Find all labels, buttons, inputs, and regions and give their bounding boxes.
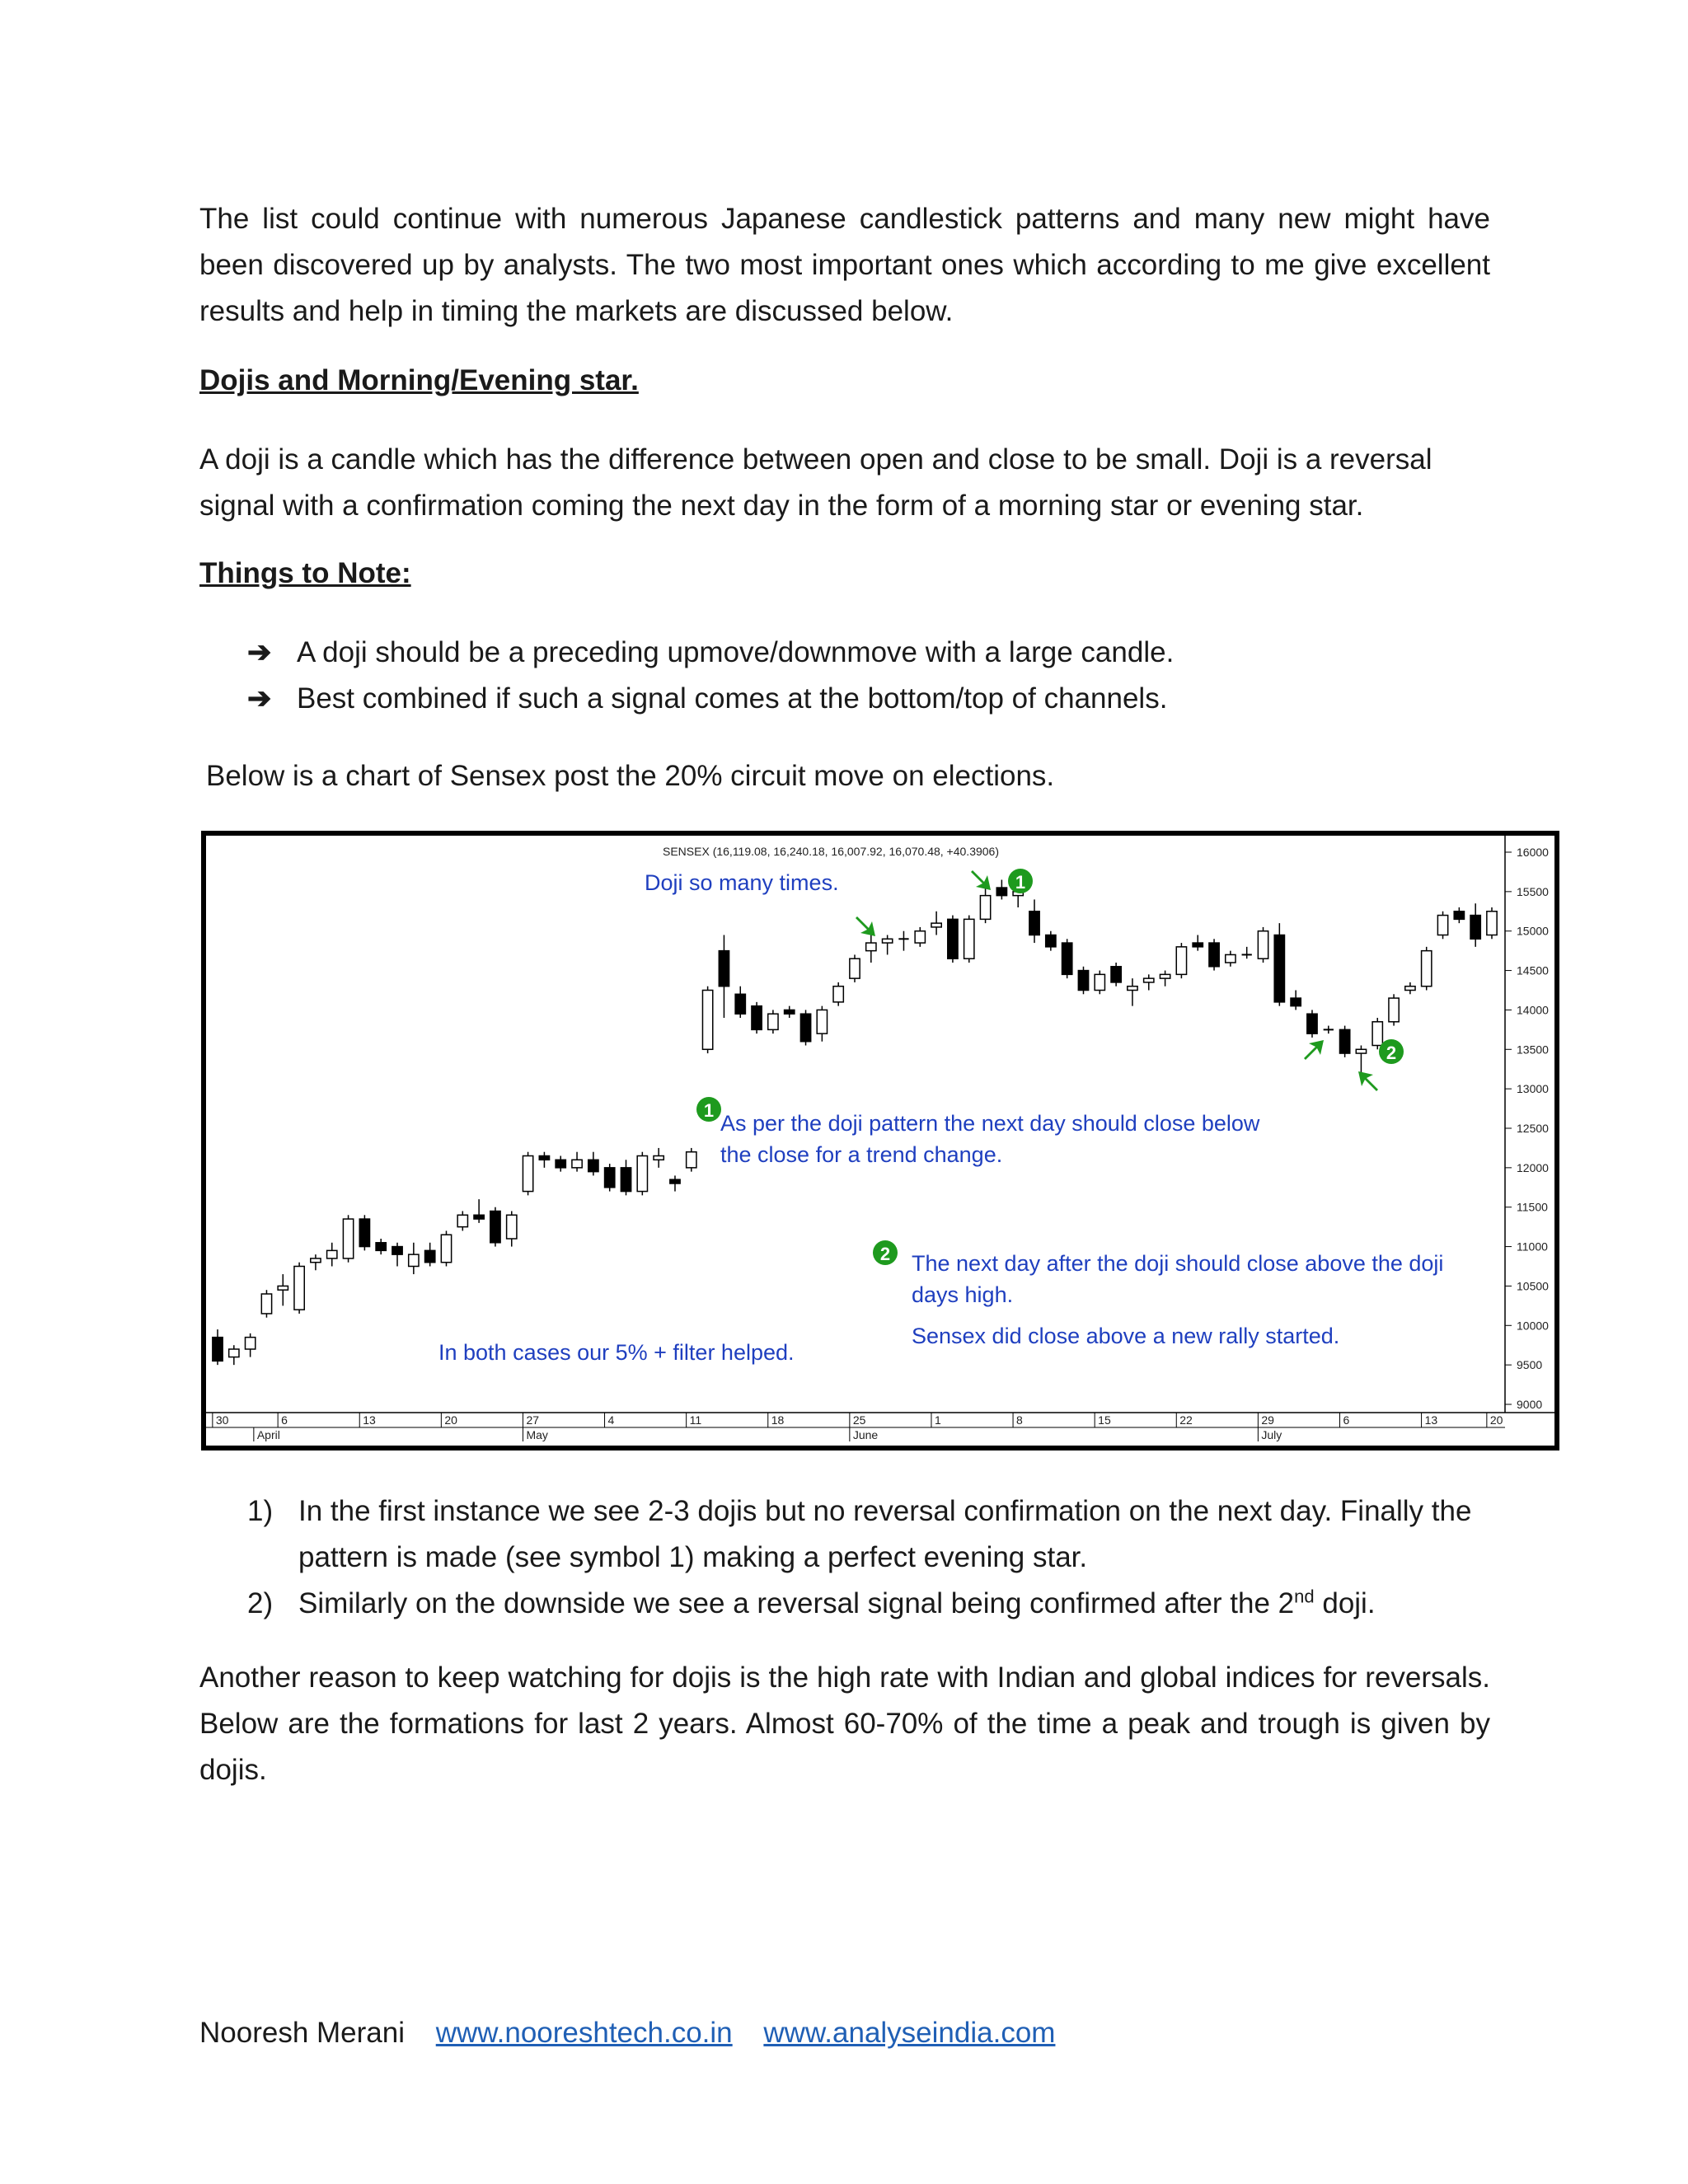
marker-2-chart-label: 2: [1386, 1043, 1397, 1063]
y-tick-label: 9500: [1517, 1358, 1543, 1372]
candle: [1356, 1046, 1366, 1074]
candle: [409, 1243, 419, 1274]
annotation-evening-star: As per the doji pattern the next day should close below the close for a trend change.: [720, 1111, 1260, 1167]
candle: [539, 1152, 549, 1168]
note-item-1: [247, 630, 1174, 676]
candle-body: [931, 923, 941, 927]
candle-body: [1128, 987, 1137, 991]
candle-body: [588, 1160, 598, 1171]
candle: [1111, 963, 1121, 987]
footer-link-analyseindia[interactable]: www.analyseindia.com: [763, 2017, 1056, 2049]
candle-body: [457, 1215, 467, 1226]
arrow-up-right-icon: [1304, 1040, 1324, 1060]
arrow-icon: ➔: [247, 682, 272, 715]
candle: [882, 935, 892, 955]
candle-body: [800, 1014, 810, 1042]
candle: [1487, 907, 1497, 939]
observation-item-1: [247, 1488, 1492, 1581]
candle: [850, 954, 860, 982]
annotation-evening-star-box: [720, 1108, 1264, 1198]
candle: [915, 927, 925, 947]
candle: [980, 888, 990, 923]
candle-body: [1372, 1022, 1382, 1046]
y-tick-label: 9000: [1517, 1398, 1543, 1411]
candle: [637, 1152, 647, 1196]
candle-body: [294, 1267, 304, 1310]
candle-body: [915, 931, 925, 943]
candle-body: [1160, 974, 1170, 978]
candle: [1144, 974, 1154, 990]
annotation-filter: In both cases our 5% + filter helped.: [438, 1340, 795, 1365]
candle-body: [213, 1338, 223, 1361]
arrow-down-right-icon: [856, 916, 875, 936]
candle: [1339, 1026, 1349, 1057]
y-tick-label: 12000: [1517, 1160, 1549, 1174]
x-tick-label: 6: [1343, 1413, 1350, 1427]
candle-body: [980, 896, 990, 920]
candle: [670, 1175, 680, 1191]
candle: [1258, 927, 1268, 963]
candle: [572, 1152, 582, 1172]
candle: [817, 1006, 827, 1042]
y-tick-label: 13000: [1517, 1082, 1549, 1096]
candle-body: [1356, 1049, 1366, 1053]
candle-body: [507, 1215, 517, 1239]
candle: [605, 1164, 615, 1192]
candle: [1372, 1018, 1382, 1049]
arrow-down-right-icon: [971, 870, 991, 890]
candle-body: [1422, 951, 1432, 987]
candle-body: [1078, 971, 1088, 991]
candle-body: [311, 1258, 321, 1263]
candle: [1226, 951, 1236, 967]
candle-body: [523, 1156, 532, 1192]
candle-body: [245, 1338, 255, 1349]
y-tick-label: 15000: [1517, 924, 1549, 938]
candle-body: [229, 1349, 239, 1357]
candle: [1062, 939, 1072, 978]
candle-body: [866, 943, 876, 951]
marker-1-chart-label: 1: [1015, 872, 1026, 893]
footer-link-nooreshtech[interactable]: www.nooreshtech.co.in: [435, 2017, 733, 2049]
candle-body: [441, 1235, 451, 1263]
candle-body: [1291, 998, 1301, 1006]
candle-body: [996, 888, 1006, 896]
annotation-morning-star: The next day after the doji should close above the doji days high.: [912, 1251, 1444, 1307]
candle-body: [1176, 947, 1186, 975]
x-tick-label: 13: [363, 1413, 376, 1427]
candle-body: [1274, 935, 1284, 1002]
note-text: A doji should be a preceding upmove/downmove with a large candle.: [297, 636, 1175, 668]
observation-text-main: Similarly on the downside we see a reversal signal being confirmed after the 2: [298, 1587, 1295, 1619]
candle-body: [327, 1250, 337, 1258]
candle: [474, 1199, 484, 1223]
candle-body: [539, 1156, 549, 1160]
candle: [948, 916, 958, 963]
candle: [1470, 903, 1480, 947]
candle: [800, 1010, 810, 1045]
candle-body: [1470, 916, 1480, 940]
candle-body: [1487, 912, 1497, 935]
candle: [752, 1002, 762, 1033]
candle: [213, 1329, 223, 1365]
candle: [1209, 939, 1219, 970]
candle: [278, 1274, 288, 1305]
arrow-up-left-icon: [1358, 1071, 1378, 1091]
candle-body: [1029, 912, 1039, 935]
y-axis: [1505, 846, 1549, 1411]
candle-body: [768, 1014, 778, 1029]
candle-body: [1226, 954, 1236, 963]
candle-body: [392, 1247, 402, 1255]
candle: [425, 1243, 435, 1267]
candle-body: [654, 1156, 663, 1160]
candle-body: [785, 1010, 795, 1014]
candle-body: [752, 1006, 762, 1030]
month-label: July: [1261, 1428, 1282, 1441]
marker-2-label: 2: [879, 1244, 891, 1264]
candle: [294, 1263, 304, 1314]
candle-body: [556, 1160, 565, 1168]
candle: [1193, 935, 1203, 951]
y-tick-label: 10500: [1517, 1279, 1549, 1293]
candle: [1274, 923, 1284, 1006]
candle-body: [1437, 916, 1447, 935]
observation-text: [298, 1581, 1492, 1627]
candle-body: [1095, 974, 1104, 990]
section-heading-dojis: Dojis and Morning/Evening star.: [199, 364, 639, 396]
x-tick-label: 20: [444, 1413, 457, 1427]
candle: [457, 1212, 467, 1231]
observation-text: In the first instance we see 2-3 dojis but no reversal confirmation on the next day. Finally the pattern is made (see symbol 1) making a perfect evening star.: [298, 1495, 1472, 1573]
candle: [392, 1243, 402, 1267]
candle: [719, 935, 729, 1019]
x-tick-label: 1: [934, 1413, 941, 1427]
doji-definition-paragraph: A doji is a candle which has the difference between open and close to be small. Doji is a reversal signal with a confirmation coming the next day in the form of a morning star or evening star.: [199, 443, 1432, 522]
candle-body: [1258, 931, 1268, 959]
annotation-doji-many: Doji so many times.: [645, 870, 839, 895]
candle: [1095, 971, 1104, 995]
candle: [964, 916, 974, 963]
x-tick-label: 29: [1261, 1413, 1274, 1427]
section-heading-things-to-note: Things to Note:: [199, 557, 411, 589]
candle: [996, 880, 1006, 900]
candle-body: [637, 1156, 647, 1192]
candle: [1405, 982, 1415, 994]
candle: [1176, 943, 1186, 978]
x-tick-label: 25: [852, 1413, 866, 1427]
marker-2-legend: [873, 1240, 898, 1265]
x-tick-label: 20: [1489, 1413, 1503, 1427]
y-tick-label: 14000: [1517, 1003, 1549, 1017]
candle: [588, 1152, 598, 1176]
candle-body: [425, 1250, 435, 1262]
closing-paragraph: Another reason to keep watching for dojis is the high rate with Indian and global indices for reversals. Below are the formations for last 2 years. Almost 60-70% of the time a peak and trough is given by dojis.: [199, 1661, 1490, 1786]
candle: [1046, 931, 1056, 951]
x-tick-label: 13: [1424, 1413, 1438, 1427]
candle: [327, 1243, 337, 1267]
x-tick-label: 18: [771, 1413, 785, 1427]
candle-body: [1339, 1029, 1349, 1053]
sensex-chart: [201, 831, 1559, 1451]
candle-body: [735, 994, 745, 1014]
marker-2-chart: [1379, 1039, 1404, 1064]
candle-body: [1111, 967, 1121, 982]
candle-body: [833, 987, 843, 1002]
candle-body: [882, 939, 892, 943]
marker-1-chart: [1008, 869, 1033, 893]
candle: [507, 1212, 517, 1247]
y-tick-label: 11500: [1517, 1200, 1548, 1214]
candle-body: [359, 1219, 369, 1247]
candle-body: [572, 1160, 582, 1168]
candle: [556, 1156, 565, 1172]
candle: [490, 1207, 500, 1247]
candle: [245, 1333, 255, 1357]
candle: [931, 912, 941, 935]
x-tick-label: 8: [1016, 1413, 1023, 1427]
candle: [833, 982, 843, 1006]
candle: [1324, 1026, 1334, 1034]
candle-body: [278, 1286, 288, 1290]
observation-item-2: [247, 1581, 1492, 1627]
note-item-2: [247, 676, 1167, 722]
candle-body: [1405, 987, 1415, 991]
y-tick-label: 14500: [1517, 963, 1549, 977]
marker-1-label: 1: [703, 1100, 715, 1121]
candle: [441, 1230, 451, 1266]
y-tick-label: 13500: [1517, 1043, 1549, 1057]
candle-body: [376, 1243, 386, 1251]
candle-body: [1389, 998, 1399, 1022]
arrow-icon: ➔: [247, 636, 272, 668]
y-tick-label: 16000: [1517, 846, 1549, 859]
month-label: April: [256, 1428, 280, 1441]
candle: [768, 1010, 778, 1033]
candle-body: [670, 1179, 680, 1183]
candle: [1160, 971, 1170, 987]
candle-body: [1046, 935, 1056, 947]
candle: [866, 935, 876, 963]
x-tick-label: 15: [1098, 1413, 1111, 1427]
note-text: Best combined if such a signal comes at the bottom/top of channels.: [297, 682, 1168, 715]
x-tick-label: 22: [1179, 1413, 1193, 1427]
candle: [261, 1290, 271, 1318]
footer: [199, 2013, 1055, 2054]
ordinal-suffix: nd: [1294, 1586, 1315, 1607]
y-tick-label: 11000: [1517, 1240, 1548, 1254]
candle-body: [605, 1168, 615, 1188]
candle-body: [409, 1254, 419, 1266]
annotations: [438, 870, 1447, 1365]
candle-body: [687, 1152, 696, 1168]
candle: [229, 1345, 239, 1365]
candle: [1242, 947, 1252, 958]
candle: [1307, 1010, 1317, 1038]
y-tick-label: 15500: [1517, 884, 1549, 898]
candle-body: [1209, 943, 1219, 967]
observation-text-end: doji.: [1314, 1587, 1376, 1619]
candle-body: [719, 951, 729, 987]
candle: [702, 987, 712, 1053]
candle: [621, 1160, 631, 1195]
x-tick-label: 30: [215, 1413, 229, 1427]
candle: [1291, 991, 1301, 1010]
candle-body: [948, 919, 958, 958]
candle: [898, 931, 908, 951]
x-tick-label: 11: [689, 1413, 702, 1427]
candle-body: [702, 991, 712, 1050]
candle-body: [964, 919, 974, 958]
observation-number: 2): [247, 1587, 274, 1619]
footer-author: Nooresh Merani: [199, 2017, 405, 2049]
x-tick-label: 27: [526, 1413, 540, 1427]
candle: [1454, 907, 1464, 923]
candle-body: [817, 1010, 827, 1033]
candle: [654, 1148, 663, 1168]
candle: [1128, 978, 1137, 1006]
month-label: May: [526, 1428, 548, 1441]
x-tick-label: 6: [281, 1413, 288, 1427]
annotation-morning-star-box: [912, 1248, 1447, 1314]
candle-body: [1144, 978, 1154, 982]
candle: [376, 1239, 386, 1254]
candle-body: [1062, 943, 1072, 974]
candle: [1389, 994, 1399, 1025]
candle: [1029, 899, 1039, 943]
candle-body: [850, 958, 860, 978]
candle-body: [261, 1294, 271, 1314]
candle-body: [1307, 1014, 1317, 1033]
candle: [359, 1215, 369, 1250]
marker-1-legend: [696, 1097, 721, 1122]
candle: [687, 1148, 696, 1172]
month-label: June: [852, 1428, 879, 1441]
candle-body: [1193, 943, 1203, 947]
candle: [343, 1215, 353, 1262]
chart-title: SENSEX (16,119.08, 16,240.18, 16,007.92, 16,070.48, +40.3906): [663, 845, 1000, 858]
candle-body: [490, 1212, 500, 1243]
candle: [1078, 967, 1088, 995]
candle: [785, 1006, 795, 1018]
y-tick-label: 12500: [1517, 1122, 1549, 1135]
annotation-sensex-closed: Sensex did close above a new rally started.: [912, 1324, 1340, 1348]
candle: [523, 1152, 532, 1196]
chart-svg: [206, 836, 1554, 1446]
candle-body: [1454, 912, 1464, 920]
x-tick-label: 4: [607, 1413, 615, 1427]
observation-number: 1): [247, 1495, 274, 1527]
candle-body: [621, 1168, 631, 1192]
candle-body: [474, 1215, 484, 1219]
candle: [1437, 912, 1447, 940]
chart-intro: Below is a chart of Sensex post the 20% circuit move on elections.: [206, 760, 1055, 792]
candle: [735, 987, 745, 1018]
candle: [1422, 947, 1432, 991]
y-tick-label: 10000: [1517, 1319, 1549, 1333]
intro-paragraph: The list could continue with numerous Japanese candlestick patterns and many new might have been discovered up by analysts. The two most important ones which according to me give excellent results and help in timing the markets are discussed below.: [199, 203, 1490, 327]
candle: [311, 1254, 321, 1270]
candle-body: [343, 1219, 353, 1258]
